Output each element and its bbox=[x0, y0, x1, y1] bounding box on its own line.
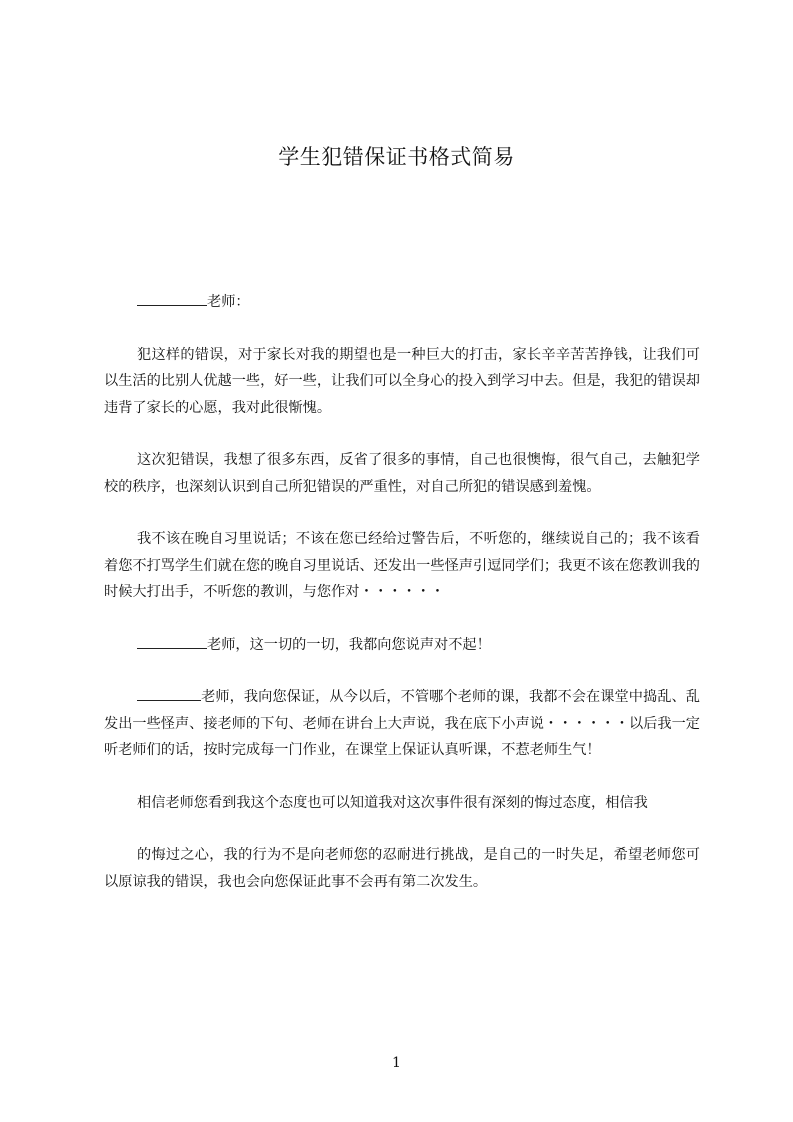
page-number: 1 bbox=[392, 1055, 401, 1071]
paragraph-3: 我不该在晚自习里说话；不该在您已经给过警告后，不听您的，继续说自己的；我不该看着您不打骂学生们就在您的晚自习里说话、还发出一些怪声引逗同学们；我更不该在您教训我的时候大打出手，不听您的教训，与您作对・・・・・・ bbox=[104, 531, 700, 600]
apology-text: 老师，这一切的一切，我都向您说声对不起！ bbox=[207, 636, 491, 653]
promise-text: 老师，我向您保证，从今以后，不管哪个老师的课，我都不会在课堂中捣乱、乱发出一些怪声、接老师的下句、老师在讲台上大声说，我在底下小声说・・・・・・以后我一定听老师们的话，按时完成每一门作业，在课堂上保证认真听课，不惹老师生气！ bbox=[104, 689, 700, 758]
name-blank bbox=[137, 291, 207, 306]
name-blank bbox=[137, 634, 207, 649]
document-title: 学生犯错保证书格式简易 bbox=[278, 145, 515, 169]
closing-paragraph-2: 的悔过之心，我的行为不是向老师您的忍耐进行挑战，是自己的一时失足，希望老师您可以原谅我的错误，我也会向您保证此事不会再有第二次发生。 bbox=[104, 847, 700, 890]
paragraph-2: 这次犯错误，我想了很多东西，反省了很多的事情，自己也很懊悔，很气自己，去触犯学校的秩序，也深刻认识到自己所犯错误的严重性，对自己所犯的错误感到羞愧。 bbox=[104, 452, 700, 495]
salutation-line bbox=[104, 289, 700, 316]
promise-paragraph bbox=[104, 684, 700, 764]
name-blank bbox=[137, 686, 201, 701]
salutation-text: 老师： bbox=[207, 294, 250, 310]
letter-body bbox=[104, 289, 700, 921]
closing-paragraph-1: 相信老师您看到我这个态度也可以知道我对这次事件很有深刻的悔过态度，相信我 bbox=[137, 794, 648, 811]
apology-line bbox=[104, 632, 700, 659]
paragraph-1: 犯这样的错误，对于家长对我的期望也是一种巨大的打击，家长辛辛苦苦挣钱，让我们可以生活的比别人优越一些，好一些，让我们可以全身心的投入到学习中去。但是，我犯的错误却违背了家长的心愿，我对此很惭愧。 bbox=[104, 346, 700, 416]
